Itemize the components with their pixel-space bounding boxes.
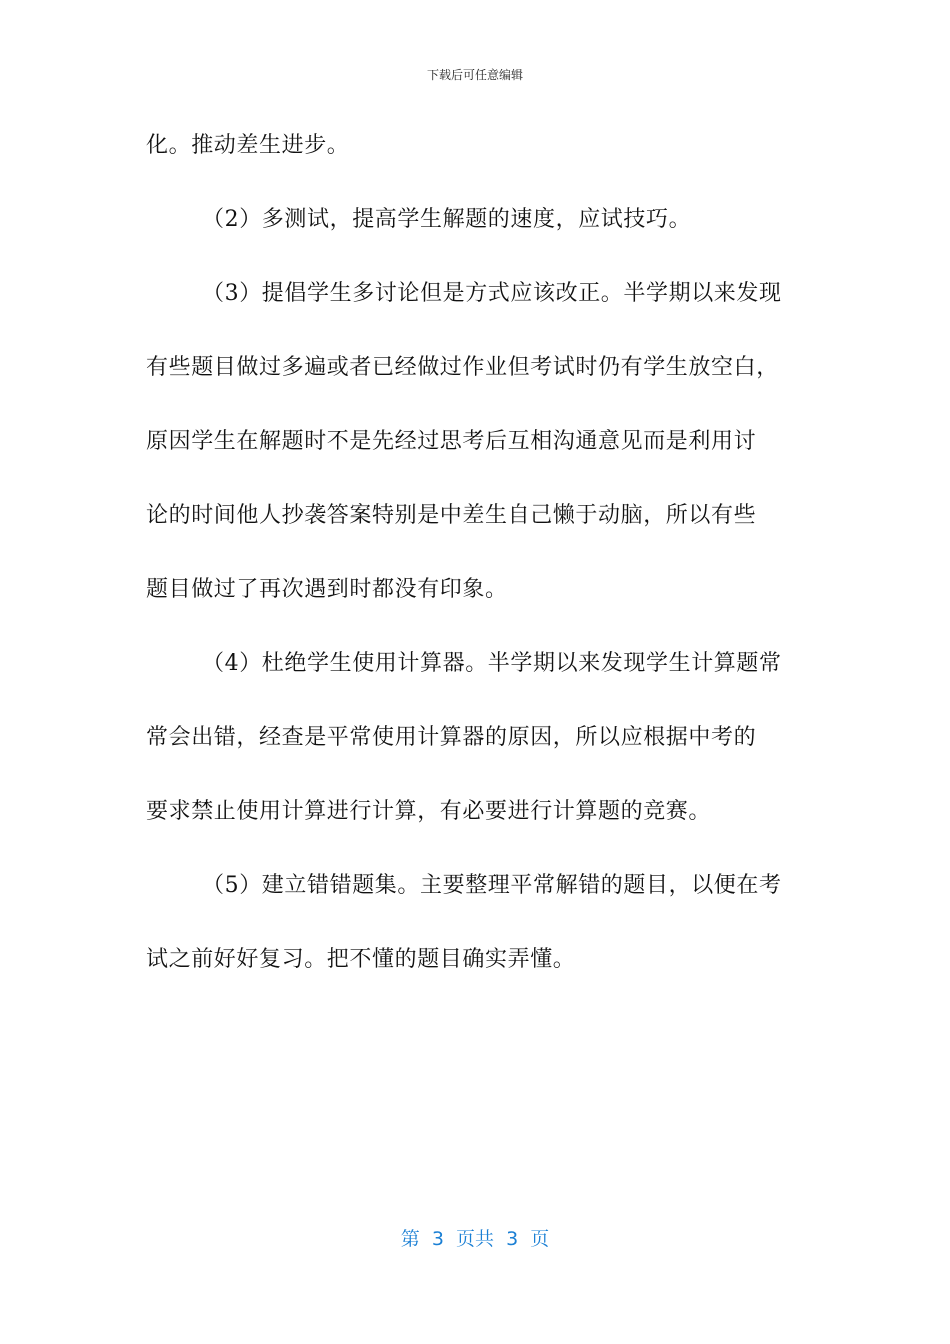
body-line-5: 原因学生在解题时不是先经过思考后互相沟通意见而是利用讨 (146, 429, 757, 454)
document-body (146, 118, 806, 1006)
page-header-note: 下载后可任意编辑 (426, 68, 523, 82)
body-line-11: （5）建立错错题集。主要整理平常解错的题目，以便在考 (202, 873, 782, 898)
body-line-3: （3）提倡学生多讨论但是方式应该改正。半学期以来发现 (202, 281, 782, 306)
body-line-12: 试之前好好复习。把不懂的题目确实弄懂。 (146, 947, 576, 972)
body-line-6: 论的时间他人抄袭答案特别是中差生自己懒于动脑，所以有些 (146, 503, 757, 528)
body-line-1: 化。推动差生进步。 (146, 133, 350, 158)
body-line-10: 要求禁止使用计算进行计算，有必要进行计算题的竞赛。 (146, 799, 712, 824)
body-line-2: （2）多测试，提高学生解题的速度，应试技巧。 (202, 207, 692, 232)
body-line-8: （4）杜绝学生使用计算器。半学期以来发现学生计算题常 (202, 651, 782, 676)
page-number-footer: 第 3 页共 3 页 (400, 1228, 550, 1250)
body-line-7: 题目做过了再次遇到时都没有印象。 (146, 577, 508, 602)
body-line-4: 有些题目做过多遍或者已经做过作业但考试时仍有学生放空白， (146, 355, 779, 380)
body-line-9: 常会出错，经查是平常使用计算器的原因，所以应根据中考的 (146, 725, 757, 750)
